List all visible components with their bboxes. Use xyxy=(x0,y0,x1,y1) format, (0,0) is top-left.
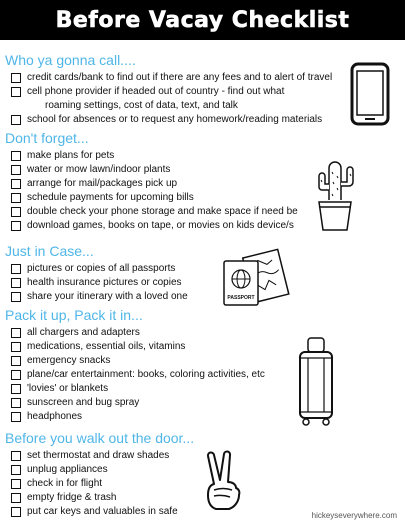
checkbox[interactable] xyxy=(11,370,21,380)
section-pack-it-up xyxy=(5,307,345,424)
checkbox[interactable] xyxy=(11,73,21,83)
suitcase-icon xyxy=(296,334,336,428)
checklist-item[interactable]: health insurance pictures or copies xyxy=(11,276,345,290)
checklist-item[interactable]: download games, books on tape, or movies on kids device/s xyxy=(11,219,345,233)
section-heading: Who ya gonna call.... xyxy=(5,52,136,68)
checkbox[interactable] xyxy=(11,264,21,274)
passport-label: PASSPORT xyxy=(227,295,255,301)
checkbox[interactable] xyxy=(11,451,21,461)
checkbox[interactable] xyxy=(11,151,21,161)
checklist-item[interactable]: school for absences or to request any homework/reading materials xyxy=(11,113,345,127)
section-dont-forget xyxy=(5,130,345,233)
checkbox[interactable] xyxy=(11,221,21,231)
checkbox[interactable] xyxy=(11,507,21,517)
checkbox[interactable] xyxy=(11,278,21,288)
checkbox[interactable] xyxy=(11,384,21,394)
checklist-item[interactable]: 'lovies' or blankets xyxy=(11,382,345,396)
checkbox[interactable] xyxy=(11,328,21,338)
checkbox[interactable] xyxy=(11,165,21,175)
checklist-item[interactable]: pictures or copies of all passports xyxy=(11,262,345,276)
checklist-item[interactable]: empty fridge & trash xyxy=(11,491,345,505)
checkbox[interactable] xyxy=(11,342,21,352)
checkbox[interactable] xyxy=(11,356,21,366)
checklist-item[interactable]: double check your phone storage and make space if need be xyxy=(11,205,345,219)
page-title: Before Vacay Checklist xyxy=(55,7,350,33)
checklist-item[interactable]: headphones xyxy=(11,410,345,424)
checklist-item[interactable]: share your itinerary with a loved one xyxy=(11,290,345,304)
checkbox[interactable] xyxy=(11,479,21,489)
checklist-item[interactable]: sunscreen and bug spray xyxy=(11,396,345,410)
checklist-item[interactable]: make plans for pets xyxy=(11,149,345,163)
passport-icon xyxy=(220,247,290,309)
checklist-item[interactable]: put car keys and valuables in safe xyxy=(11,505,345,519)
checklist-item[interactable]: emergency snacks xyxy=(11,354,345,368)
checkbox[interactable] xyxy=(11,179,21,189)
website-credit: hickeyseverywhere.com xyxy=(311,511,397,520)
section-before-door xyxy=(5,430,345,519)
checklist-item[interactable]: unplug appliances xyxy=(11,463,345,477)
cactus-icon xyxy=(313,152,357,234)
checklist-item[interactable]: arrange for mail/packages pick up xyxy=(11,177,345,191)
checklist-item[interactable]: all chargers and adapters xyxy=(11,326,345,340)
section-heading: Don't forget... xyxy=(5,130,89,146)
checklist-item[interactable]: credit cards/bank to find out if there are any fees and to alert of travel xyxy=(11,71,345,85)
title-banner xyxy=(0,0,405,40)
checklist-item[interactable]: plane/car entertainment: books, coloring activities, etc xyxy=(11,368,345,382)
checkbox[interactable] xyxy=(11,493,21,503)
section-heading: Pack it up, Pack it in... xyxy=(5,307,143,323)
checkbox[interactable] xyxy=(11,115,21,125)
checklist-item[interactable]: check in for flight xyxy=(11,477,345,491)
checkbox[interactable] xyxy=(11,207,21,217)
checkbox[interactable] xyxy=(11,292,21,302)
checklist-item[interactable]: set thermostat and draw shades xyxy=(11,449,345,463)
checklist-item[interactable]: medications, essential oils, vitamins xyxy=(11,340,345,354)
section-heading: Just in Case... xyxy=(5,243,94,259)
section-just-in-case xyxy=(5,243,345,304)
section-heading: Before you walk out the door... xyxy=(5,430,195,446)
checkbox[interactable] xyxy=(11,465,21,475)
phone-icon xyxy=(350,62,390,126)
checklist-item[interactable]: schedule payments for upcoming bills xyxy=(11,191,345,205)
checklist-item[interactable]: cell phone provider if headed out of country - find out what roaming settings, cost of data, text, and talk xyxy=(11,85,345,113)
checkbox[interactable] xyxy=(11,193,21,203)
checkbox[interactable] xyxy=(11,398,21,408)
checkbox[interactable] xyxy=(11,87,21,97)
checklist-item[interactable]: water or mow lawn/indoor plants xyxy=(11,163,345,177)
peace-hand-icon xyxy=(200,450,244,514)
checkbox[interactable] xyxy=(11,412,21,422)
section-who-to-call xyxy=(5,52,345,127)
